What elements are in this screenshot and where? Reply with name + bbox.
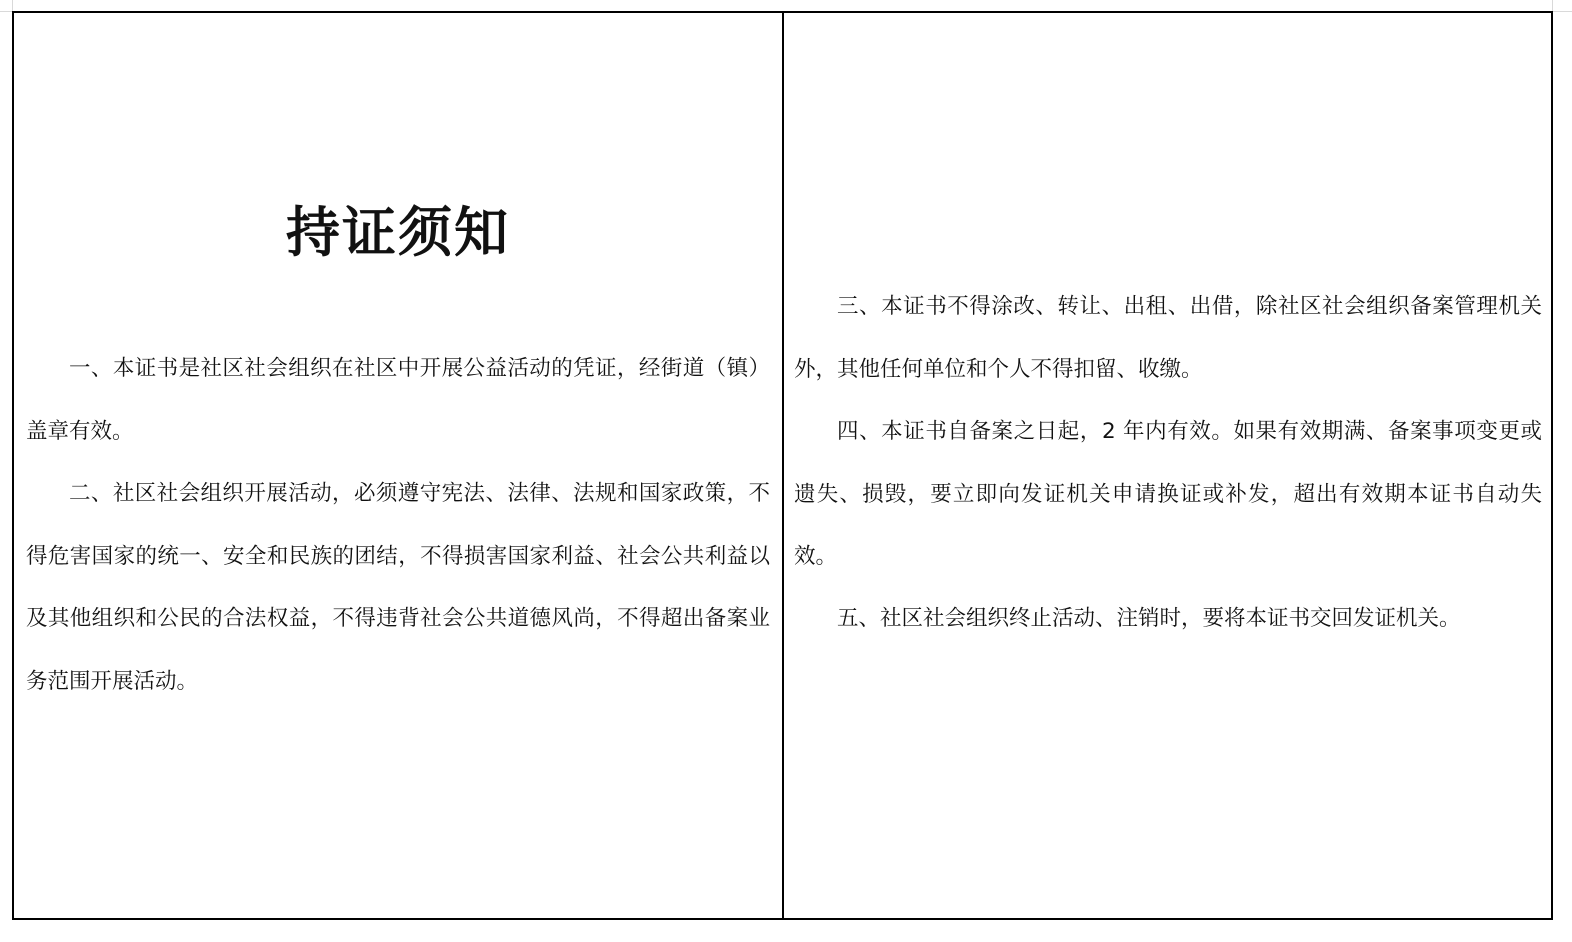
clause-one: 一、本证书是社区社会组织在社区中开展公益活动的凭证，经街道（镇）盖章有效。 bbox=[26, 356, 770, 444]
notice-title: 持证须知 bbox=[286, 201, 510, 264]
clause-two: 二、社区社会组织开展活动，必须遵守宪法、法律、法规和国家政策，不得危害国家的统一、安全和民族的团结，不得损害国家利益、社会公共利益以及其他组织和公民的合法权益，不得违背社会公共道德风尚，不得超出备案业务范围开展活动。 bbox=[26, 481, 770, 694]
left-column-cell bbox=[14, 13, 782, 918]
clause-five: 五、社区社会组织终止活动、注销时，要将本证书交回发证机关。 bbox=[837, 606, 1461, 631]
clause-three: 三、本证书不得涂改、转让、出租、出借，除社区社会组织备案管理机关外，其他任何单位和个人不得扣留、收缴。 bbox=[794, 294, 1542, 382]
certificate-notice-table bbox=[12, 11, 1553, 920]
right-column-cell bbox=[784, 13, 1551, 918]
clause-four: 四、本证书自备案之日起，2 年内有效。如果有效期满、备案事项变更或遗失、损毁，要立即向发证机关申请换证或补发，超出有效期本证书自动失效。 bbox=[794, 419, 1542, 569]
